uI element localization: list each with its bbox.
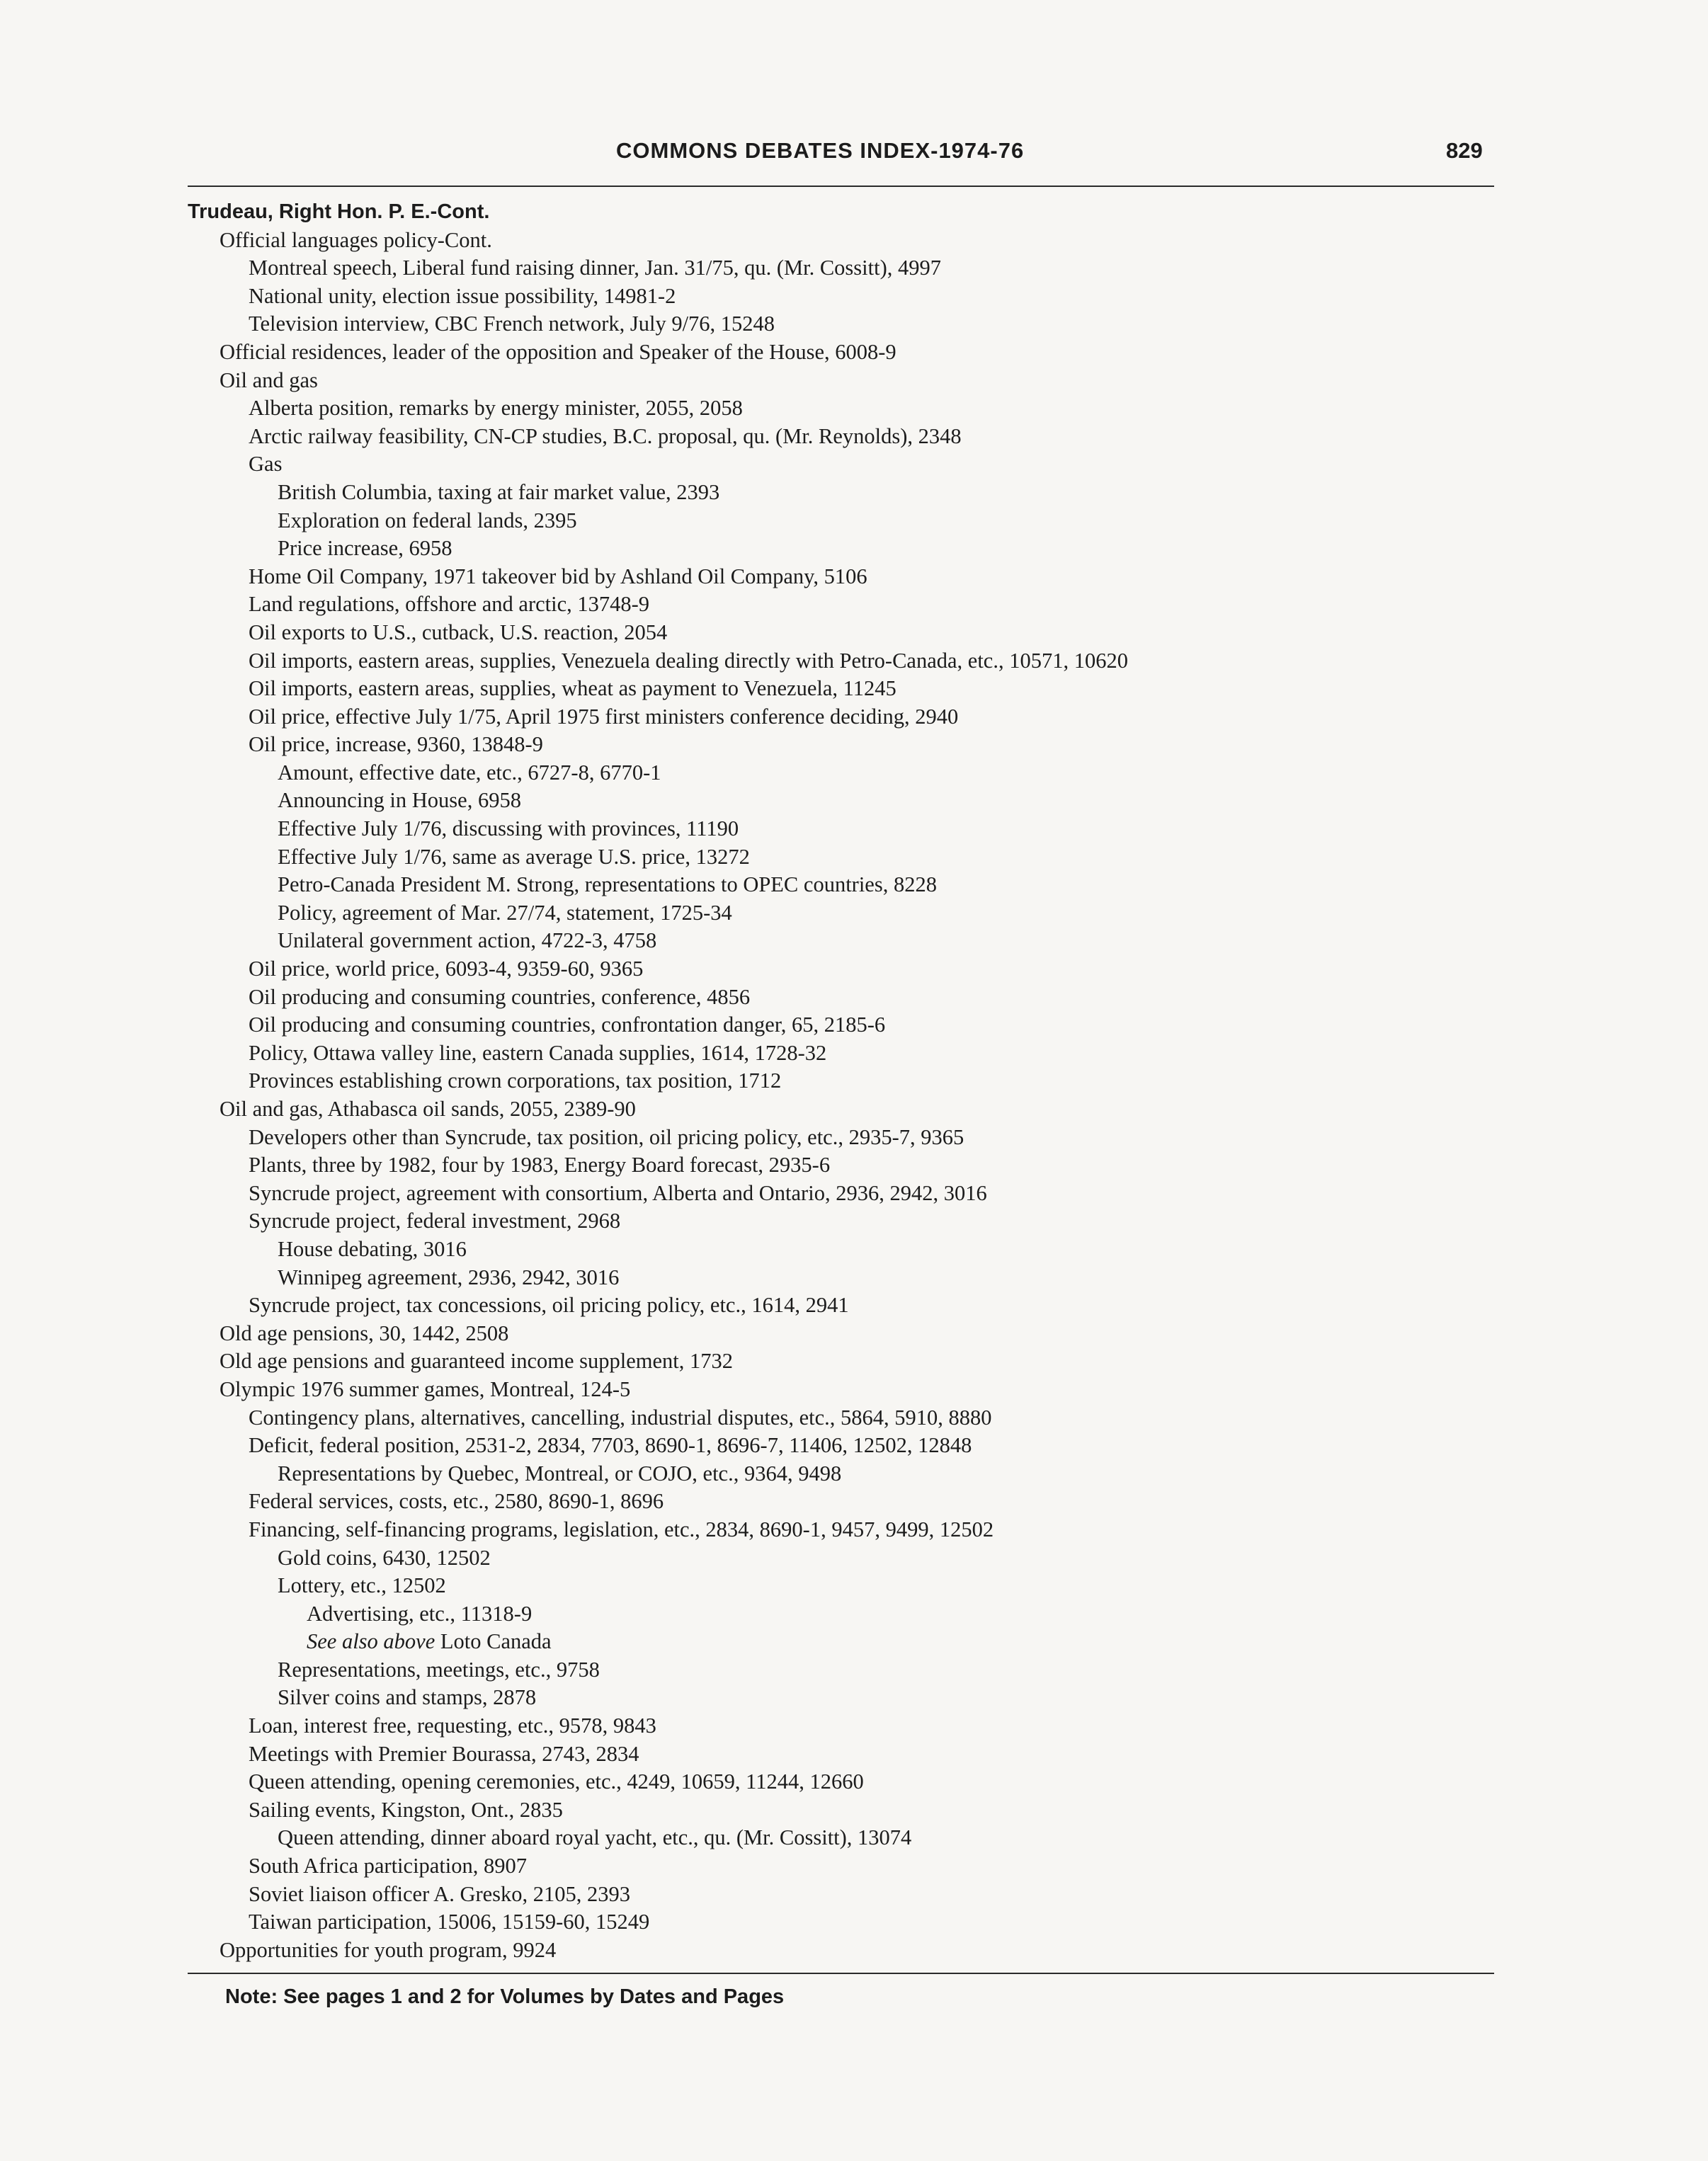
index-entry: Queen attending, opening ceremonies, etc., 4249, 10659, 11244, 12660 [249, 1769, 864, 1794]
index-entry: Announcing in House, 6958 [278, 788, 521, 813]
index-entry: Provinces establishing crown corporations, tax position, 1712 [249, 1068, 782, 1093]
index-entry: Alberta position, remarks by energy minister, 2055, 2058 [249, 396, 743, 421]
index-entry: Silver coins and stamps, 2878 [278, 1685, 537, 1710]
index-entry: Sailing events, Kingston, Ont., 2835 [249, 1797, 563, 1822]
index-entry: Syncrude project, federal investment, 2968 [249, 1209, 621, 1233]
index-entry: National unity, election issue possibility, 14981-2 [249, 283, 676, 308]
index-entry: Home Oil Company, 1971 takeover bid by Ashland Oil Company, 5106 [249, 564, 867, 588]
cross-reference-prefix: See also above [307, 1629, 435, 1654]
index-entry: Oil price, effective July 1/75, April 1975 first ministers conference deciding, 2940 [249, 704, 959, 729]
index-entry: Montreal speech, Liberal fund raising dinner, Jan. 31/75, qu. (Mr. Cossitt), 4997 [249, 256, 941, 280]
index-entry: Television interview, CBC French network, July 9/76, 15248 [249, 312, 775, 336]
index-entry: Taiwan participation, 15006, 15159-60, 15249 [249, 1910, 650, 1934]
cross-reference-target: Loto Canada [440, 1629, 552, 1654]
index-entry: Meetings with Premier Bourassa, 2743, 2834 [249, 1741, 639, 1766]
index-entry: Lottery, etc., 12502 [278, 1573, 446, 1598]
index-entry: Land regulations, offshore and arctic, 13748-9 [249, 592, 650, 617]
header-rule [188, 186, 1494, 187]
index-entry: Policy, Ottawa valley line, eastern Canada supplies, 1614, 1728-32 [249, 1040, 827, 1065]
index-entry: Syncrude project, tax concessions, oil pricing policy, etc., 1614, 2941 [249, 1293, 849, 1318]
index-entry: Federal services, costs, etc., 2580, 8690-1, 8696 [249, 1489, 664, 1514]
index-entry: Financing, self-financing programs, legislation, etc., 2834, 8690-1, 9457, 9499, 12502 [249, 1517, 994, 1541]
index-entry: Opportunities for youth program, 9924 [220, 1937, 557, 1962]
index-entry: Oil and gas [220, 367, 318, 392]
index-entry: Representations, meetings, etc., 9758 [278, 1657, 600, 1682]
index-entry: Deficit, federal position, 2531-2, 2834, 7703, 8690-1, 8696-7, 11406, 12502, 12848 [249, 1433, 972, 1458]
index-entry: Price increase, 6958 [278, 536, 452, 561]
index-entry: Olympic 1976 summer games, Montreal, 124-5 [220, 1376, 631, 1401]
index-entry: Oil and gas, Athabasca oil sands, 2055, 2389-90 [220, 1097, 636, 1121]
index-entry: Oil imports, eastern areas, supplies, wheat as payment to Venezuela, 11245 [249, 676, 896, 701]
index-entry: Oil producing and consuming countries, conference, 4856 [249, 984, 751, 1009]
index-entry: Developers other than Syncrude, tax position, oil pricing policy, etc., 2935-7, 9365 [249, 1124, 964, 1149]
index-entry: South Africa participation, 8907 [249, 1854, 528, 1878]
index-entry: Official residences, leader of the opposition and Speaker of the House, 6008-9 [220, 339, 896, 364]
index-entry: Advertising, etc., 11318-9 [307, 1601, 533, 1626]
cross-reference [188, 1628, 1494, 1656]
footer-rule [188, 1973, 1494, 1974]
index-entry: House debating, 3016 [278, 1236, 467, 1261]
index-entry: Exploration on federal lands, 2395 [278, 508, 577, 532]
index-entry: Gold coins, 6430, 12502 [278, 1545, 491, 1570]
index-entry: Representations by Quebec, Montreal, or COJO, etc., 9364, 9498 [278, 1461, 842, 1486]
index-entry: Arctic railway feasibility, CN-CP studies, B.C. proposal, qu. (Mr. Reynolds), 2348 [249, 423, 962, 448]
index-entry: Contingency plans, alternatives, cancelling, industrial disputes, etc., 5864, 5910, 8880 [249, 1405, 992, 1430]
index-entry: Effective July 1/76, same as average U.S. price, 13272 [278, 844, 750, 869]
index-entry: Loan, interest free, requesting, etc., 9578, 9843 [249, 1714, 656, 1738]
index-entry: Official languages policy-Cont. [220, 227, 492, 252]
index-entry: Plants, three by 1982, four by 1983, Energy Board forecast, 2935-6 [249, 1153, 831, 1178]
index-entry: British Columbia, taxing at fair market value, 2393 [278, 479, 720, 504]
index-entry: Oil exports to U.S., cutback, U.S. reaction, 2054 [249, 620, 668, 644]
running-title: COMMONS DEBATES INDEX-1974-76 [616, 138, 1025, 163]
index-entry: Old age pensions, 30, 1442, 2508 [220, 1321, 509, 1345]
index-entry: Oil price, world price, 6093-4, 9359-60, 9365 [249, 957, 644, 981]
index-entry: Policy, agreement of Mar. 27/74, statement, 1725-34 [278, 900, 732, 925]
index-entry: Oil price, increase, 9360, 13848-9 [249, 732, 543, 757]
index-entry: Amount, effective date, etc., 6727-8, 6770-1 [278, 760, 661, 785]
index-body [188, 198, 1494, 1964]
footer-note: Note: See pages 1 and 2 for Volumes by Dates and Pages [225, 1985, 785, 2008]
index-entry: Winnipeg agreement, 2936, 2942, 3016 [278, 1265, 620, 1289]
index-entry: Unilateral government action, 4722-3, 4758 [278, 928, 657, 953]
index-entry: Oil imports, eastern areas, supplies, Venezuela dealing directly with Petro-Canada, etc., 10571, 10620 [249, 648, 1128, 673]
index-entry: Oil producing and consuming countries, confrontation danger, 65, 2185-6 [249, 1013, 886, 1037]
index-entry: Syncrude project, agreement with consortium, Alberta and Ontario, 2936, 2942, 3016 [249, 1180, 987, 1205]
index-entry: Petro-Canada President M. Strong, representations to OPEC countries, 8228 [278, 872, 937, 897]
page-header [0, 138, 1708, 181]
page-number: 829 [1446, 138, 1483, 163]
index-entry: Gas [249, 452, 283, 477]
index-entry: Effective July 1/76, discussing with provinces, 11190 [278, 816, 739, 841]
index-entry: Old age pensions and guaranteed income supplement, 1732 [220, 1349, 734, 1374]
index-entry: Soviet liaison officer A. Gresko, 2105, 2393 [249, 1881, 631, 1906]
index-heading: Trudeau, Right Hon. P. E.-Cont. [188, 200, 490, 223]
index-entry: Queen attending, dinner aboard royal yacht, etc., qu. (Mr. Cossitt), 13074 [278, 1825, 912, 1850]
